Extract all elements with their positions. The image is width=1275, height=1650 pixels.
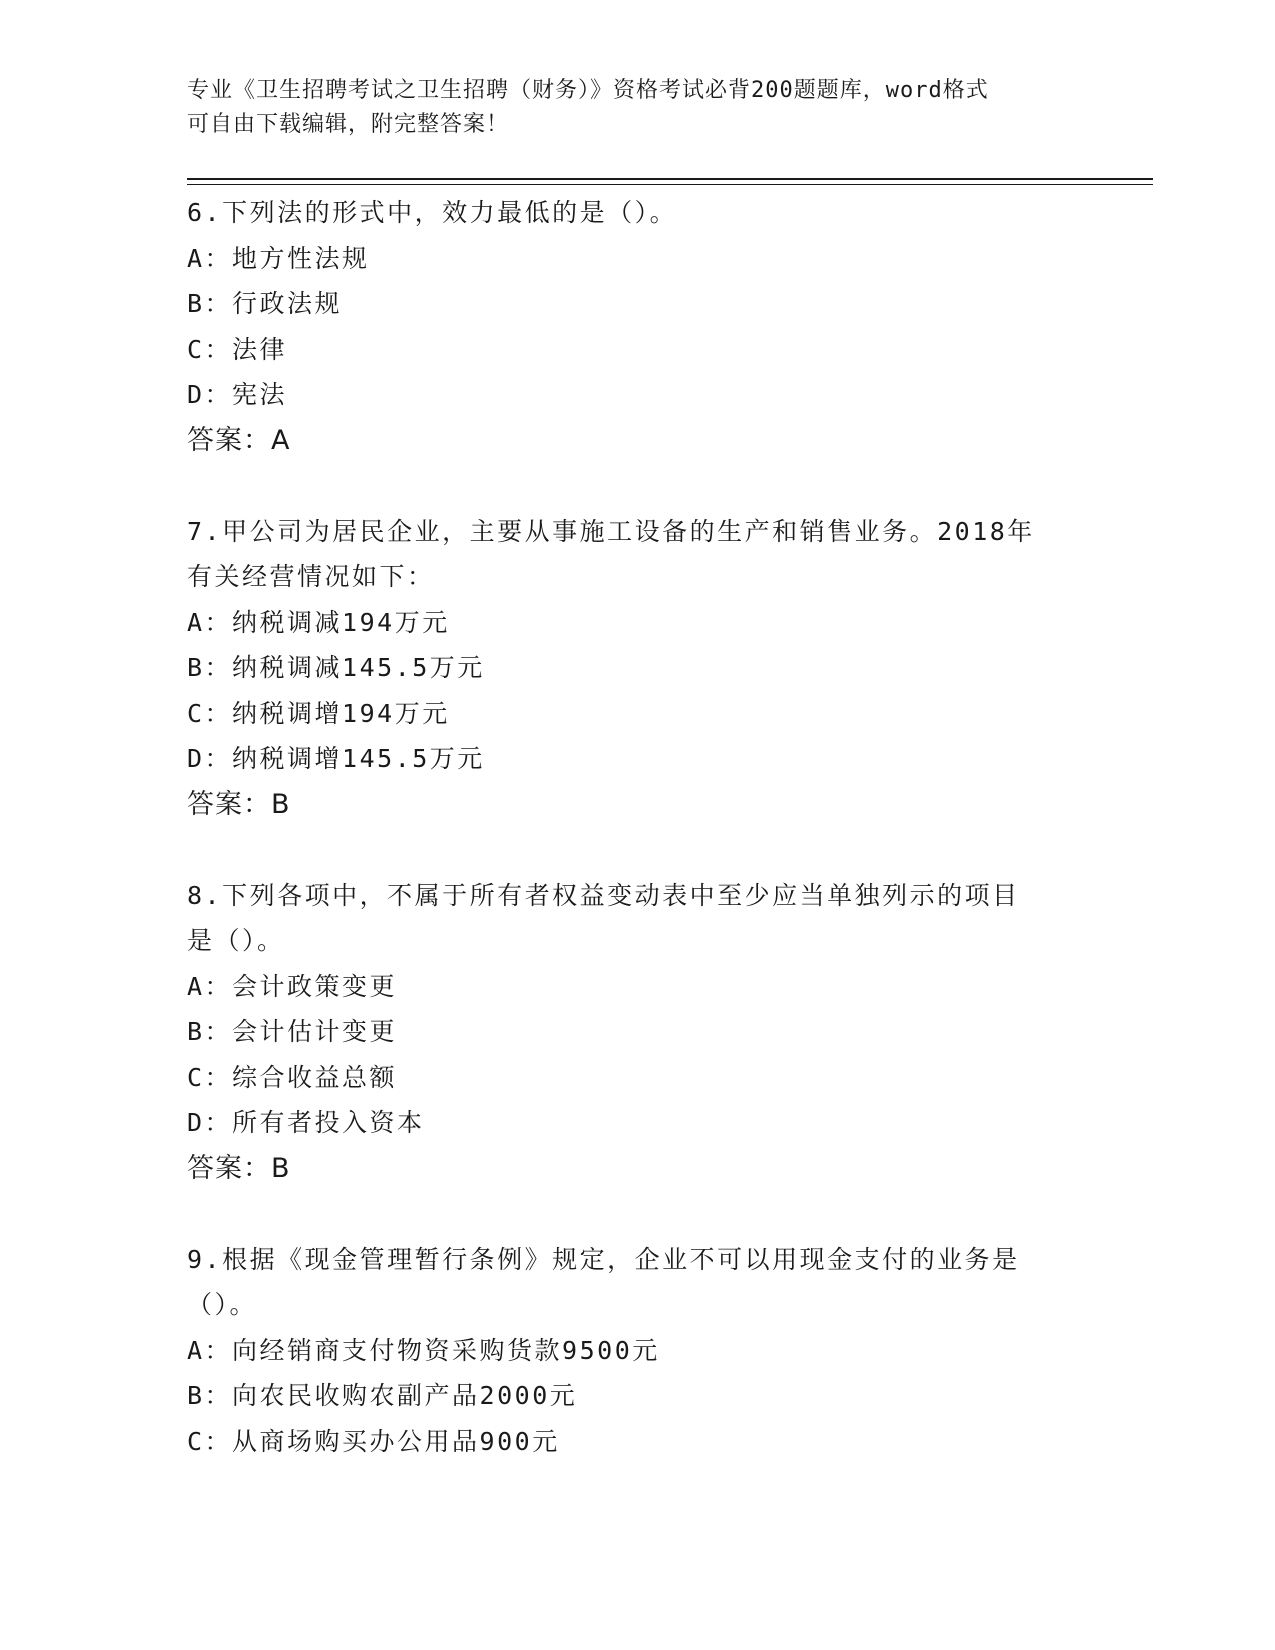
option-a: A：会计政策变更: [187, 971, 398, 1001]
header-line-2: 可自由下载编辑，附完整答案！: [187, 112, 510, 137]
option-a: A：纳税调减194万元: [187, 607, 450, 637]
question-stem-continued: 是（）。: [187, 926, 285, 955]
option-b: B：会计估计变更: [187, 1017, 398, 1046]
answer-line: 答案：A: [187, 424, 291, 456]
option-c: C：纳税调增194万元: [187, 698, 450, 728]
option-d: D：所有者投入资本: [187, 1108, 425, 1137]
answer-line: 答案：B: [187, 1152, 291, 1184]
question-7: [187, 509, 1087, 828]
header-line-1: 专业《卫生招聘考试之卫生招聘（财务）》资格考试必背200题题库，word格式: [187, 78, 989, 103]
question-spacer: [187, 1191, 1087, 1237]
question-stem-continued: （）。: [187, 1290, 258, 1319]
option-b: B：向农民收购农副产品2000元: [187, 1381, 578, 1410]
question-list: [187, 190, 1087, 1464]
header-rule-thick: [187, 178, 1153, 180]
question-stem: 9.根据《现金管理暂行条例》规定，企业不可以用现金支付的业务是: [187, 1244, 1020, 1274]
question-stem: 6.下列法的形式中，效力最低的是（）。: [187, 198, 678, 227]
header-rule-thin: [187, 184, 1153, 185]
option-c: C：综合收益总额: [187, 1062, 398, 1092]
question-stem-continued: 有关经营情况如下：: [187, 562, 435, 591]
option-c: C：法律: [187, 334, 288, 364]
question-8: [187, 873, 1087, 1192]
document-header: [187, 74, 1087, 142]
question-stem: 7.甲公司为居民企业，主要从事施工设备的生产和销售业务。2018年: [187, 516, 1035, 546]
question-stem: 8.下列各项中，不属于所有者权益变动表中至少应当单独列示的项目: [187, 880, 1020, 910]
option-d: D：纳税调增145.5万元: [187, 744, 485, 773]
option-b: B：纳税调减145.5万元: [187, 653, 485, 682]
option-b: B：行政法规: [187, 289, 343, 318]
question-spacer: [187, 463, 1087, 509]
option-c: C：从商场购买办公用品900元: [187, 1426, 560, 1456]
answer-line: 答案：B: [187, 788, 291, 820]
option-a: A：向经销商支付物资采购货款9500元: [187, 1335, 660, 1365]
question-9: [187, 1237, 1087, 1465]
option-d: D：宪法: [187, 380, 288, 409]
question-spacer: [187, 827, 1087, 873]
question-6: [187, 190, 1087, 463]
option-a: A：地方性法规: [187, 243, 370, 273]
